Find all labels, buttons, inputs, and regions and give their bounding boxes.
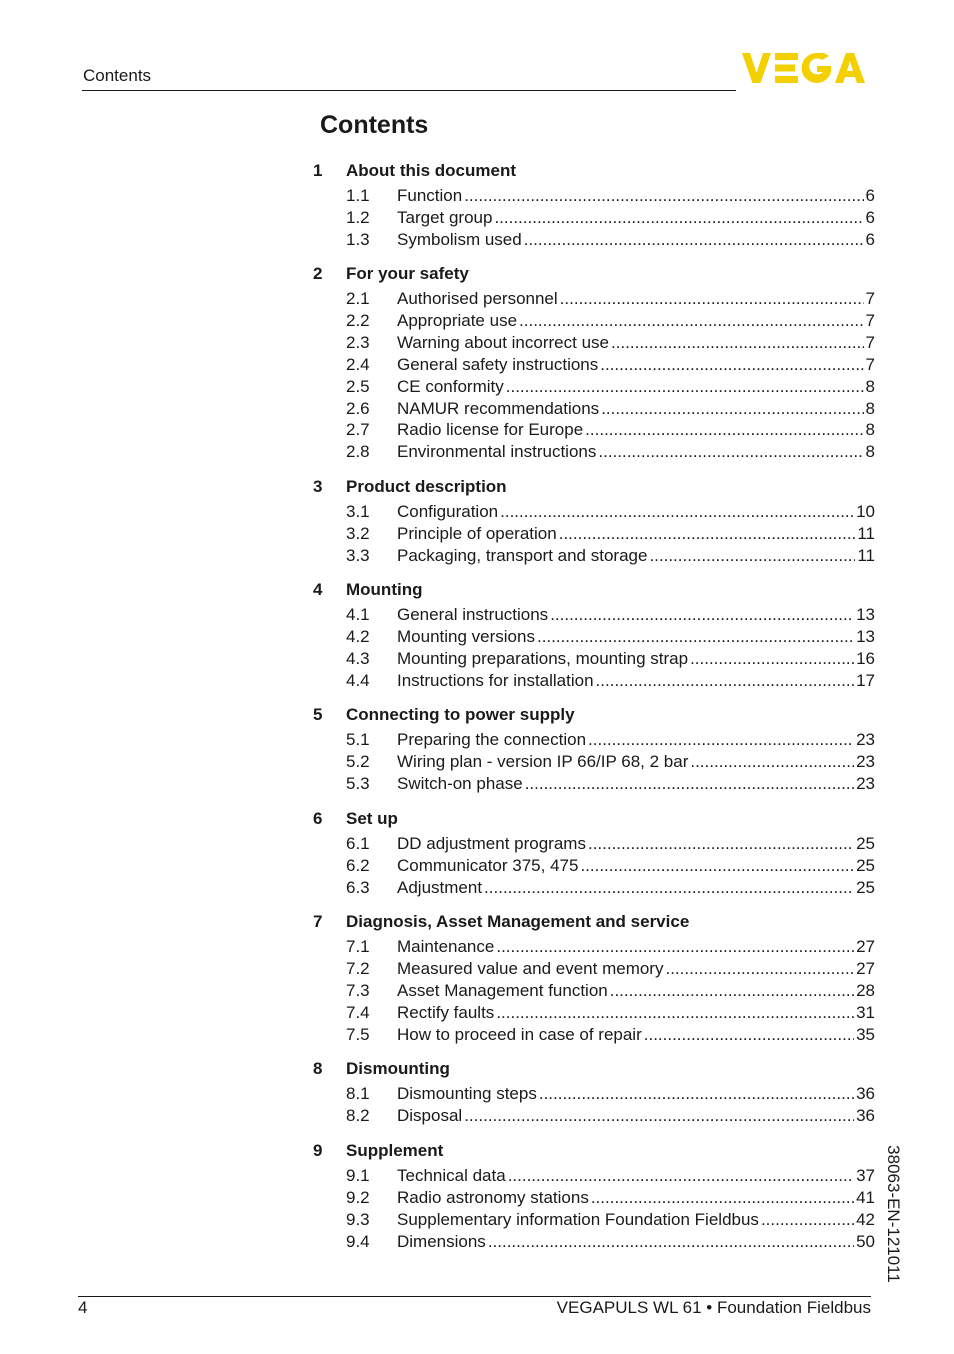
entry-page-number: 23 bbox=[856, 773, 875, 793]
entry-title: Configuration bbox=[397, 502, 499, 521]
toc-entry[interactable] bbox=[346, 729, 875, 751]
toc-entry[interactable] bbox=[346, 545, 875, 567]
dot-leader bbox=[585, 419, 863, 441]
section-heading: Supplement bbox=[346, 1141, 444, 1160]
section-heading: Mounting bbox=[346, 580, 423, 599]
entry-page-number: 37 bbox=[856, 1166, 875, 1185]
entry-title: Dismounting steps bbox=[397, 1084, 537, 1103]
section-heading: Dismounting bbox=[346, 1059, 450, 1078]
toc-entry[interactable] bbox=[346, 501, 875, 523]
dot-leader bbox=[644, 1024, 854, 1046]
entry-page-number: 7 bbox=[865, 354, 875, 374]
entry-number: 5.3 bbox=[346, 773, 370, 793]
entry-title: Instructions for installation bbox=[397, 670, 594, 690]
entry-title: Dimensions bbox=[397, 1231, 486, 1251]
entry-title: Target group bbox=[397, 207, 493, 227]
toc-entry[interactable] bbox=[346, 332, 875, 354]
entry-number: 2.2 bbox=[346, 310, 370, 330]
dot-leader bbox=[550, 604, 854, 626]
entry-number: 5.2 bbox=[346, 751, 370, 771]
section-heading: About this document bbox=[346, 161, 516, 180]
entry-title: Disposal bbox=[397, 1105, 463, 1125]
toc-entry[interactable] bbox=[346, 604, 875, 626]
toc-entry[interactable] bbox=[346, 648, 875, 670]
entry-number: 2.7 bbox=[346, 420, 370, 440]
entry-title: Appropriate use bbox=[397, 310, 518, 330]
entry-number: 6.3 bbox=[346, 877, 370, 897]
section-heading: Diagnosis, Asset Management and service bbox=[346, 912, 690, 931]
entry-title: Mounting preparations, mounting strap bbox=[397, 648, 689, 668]
dot-leader bbox=[494, 207, 863, 229]
dot-leader bbox=[500, 501, 854, 523]
entry-page-number: 7 bbox=[865, 310, 875, 330]
toc-entry[interactable] bbox=[346, 229, 875, 251]
section-heading: For your safety bbox=[346, 264, 469, 283]
toc-entry[interactable] bbox=[346, 1231, 875, 1253]
entry-number: 2.3 bbox=[346, 332, 370, 352]
dot-leader bbox=[506, 376, 864, 398]
entry-title: Function bbox=[397, 186, 463, 205]
entry-number: 2.6 bbox=[346, 398, 370, 418]
entry-page-number: 8 bbox=[865, 376, 875, 396]
entry-title: Supplementary information Foundation Fieldbus bbox=[397, 1209, 759, 1229]
entry-page-number: 6 bbox=[865, 207, 875, 227]
section-number: 2 bbox=[313, 264, 323, 283]
entry-number: 1.2 bbox=[346, 207, 370, 227]
toc-entry[interactable] bbox=[346, 441, 875, 463]
entry-title: Measured value and event memory bbox=[397, 958, 664, 978]
entry-page-number: 10 bbox=[856, 502, 875, 521]
toc-entry[interactable] bbox=[346, 877, 875, 899]
entry-page-number: 13 bbox=[856, 605, 875, 624]
entry-page-number: 8 bbox=[865, 398, 875, 418]
toc-entry[interactable] bbox=[346, 288, 875, 310]
entry-page-number: 13 bbox=[856, 626, 875, 646]
toc-entry[interactable] bbox=[346, 523, 875, 545]
entry-number: 4.4 bbox=[346, 670, 370, 690]
entry-number: 4.2 bbox=[346, 626, 370, 646]
entry-title: Authorised personnel bbox=[397, 289, 558, 308]
footer-product-name: VEGAPULS WL 61 • Foundation Fieldbus bbox=[556, 1298, 871, 1317]
entry-title: Rectify faults bbox=[397, 1002, 495, 1022]
entry-number: 2.8 bbox=[346, 442, 370, 462]
entry-number: 6.1 bbox=[346, 834, 370, 853]
entry-page-number: 23 bbox=[856, 730, 875, 749]
dot-leader bbox=[508, 1165, 854, 1187]
entry-number: 3.3 bbox=[346, 545, 370, 565]
entry-number: 6.2 bbox=[346, 855, 370, 875]
entry-page-number: 42 bbox=[856, 1209, 875, 1229]
entry-number: 2.1 bbox=[346, 289, 370, 308]
entry-title: Maintenance bbox=[397, 937, 495, 956]
toc-entry[interactable] bbox=[346, 626, 875, 648]
dot-leader bbox=[496, 936, 854, 958]
entry-page-number: 7 bbox=[865, 332, 875, 352]
dot-leader bbox=[484, 877, 854, 899]
section-number: 7 bbox=[313, 912, 323, 931]
dot-leader bbox=[560, 288, 864, 310]
entry-title: CE conformity bbox=[397, 376, 504, 396]
entry-page-number: 25 bbox=[856, 855, 875, 875]
entry-number: 9.4 bbox=[346, 1231, 370, 1251]
dot-leader bbox=[690, 751, 854, 773]
entry-title: Radio astronomy stations bbox=[397, 1187, 589, 1207]
section-number: 3 bbox=[313, 477, 323, 496]
dot-leader bbox=[665, 958, 854, 980]
entry-page-number: 27 bbox=[856, 937, 875, 956]
entry-title: Communicator 375, 475 bbox=[397, 855, 579, 875]
entry-page-number: 36 bbox=[856, 1084, 875, 1103]
toc-entry[interactable] bbox=[346, 1024, 875, 1046]
entry-title: Switch-on phase bbox=[397, 773, 523, 793]
entry-page-number: 41 bbox=[856, 1187, 875, 1207]
entry-page-number: 16 bbox=[856, 648, 875, 668]
entry-title: Mounting versions bbox=[397, 626, 535, 646]
dot-leader bbox=[580, 855, 854, 877]
toc-entry[interactable] bbox=[346, 419, 875, 441]
entry-page-number: 7 bbox=[865, 289, 875, 308]
dot-leader bbox=[559, 523, 856, 545]
entry-title: General safety instructions bbox=[397, 354, 599, 374]
entry-page-number: 31 bbox=[856, 1002, 875, 1022]
toc-entry[interactable] bbox=[346, 376, 875, 398]
entry-page-number: 35 bbox=[856, 1024, 875, 1044]
toc-entry[interactable] bbox=[346, 936, 875, 958]
toc-entry[interactable] bbox=[346, 1209, 875, 1231]
dot-leader bbox=[649, 545, 855, 567]
running-header-label: Contents bbox=[83, 66, 152, 85]
entry-title: Wiring plan - version IP 66/IP 68, 2 bar bbox=[397, 751, 689, 771]
entry-number: 7.3 bbox=[346, 980, 370, 1000]
entry-title: How to proceed in case of repair bbox=[397, 1024, 642, 1044]
entry-number: 8.2 bbox=[346, 1105, 370, 1125]
dot-leader bbox=[591, 1187, 854, 1209]
entry-number: 7.2 bbox=[346, 958, 370, 978]
entry-page-number: 25 bbox=[856, 877, 875, 897]
entry-page-number: 8 bbox=[865, 420, 875, 440]
dot-leader bbox=[524, 229, 864, 251]
footer-page-number: 4 bbox=[78, 1298, 88, 1317]
entry-number: 9.2 bbox=[346, 1187, 370, 1207]
dot-leader bbox=[464, 1105, 854, 1127]
entry-page-number: 8 bbox=[865, 442, 875, 462]
section-number: 8 bbox=[313, 1059, 323, 1078]
entry-title: Environmental instructions bbox=[397, 442, 597, 462]
section-number: 5 bbox=[313, 705, 323, 724]
toc-entry[interactable] bbox=[346, 1105, 875, 1127]
entry-page-number: 11 bbox=[857, 523, 875, 543]
entry-number: 7.1 bbox=[346, 937, 370, 956]
entry-number: 9.3 bbox=[346, 1209, 370, 1229]
dot-leader bbox=[598, 441, 863, 463]
dot-leader bbox=[596, 670, 855, 692]
footer-rule bbox=[78, 1296, 871, 1297]
entry-number: 1.1 bbox=[346, 186, 370, 205]
entry-page-number: 36 bbox=[856, 1105, 875, 1125]
dot-leader bbox=[690, 648, 854, 670]
entry-page-number: 17 bbox=[856, 670, 875, 690]
entry-number: 1.3 bbox=[346, 229, 370, 249]
dot-leader bbox=[761, 1209, 854, 1231]
entry-title: Packaging, transport and storage bbox=[397, 545, 648, 565]
entry-page-number: 28 bbox=[856, 980, 875, 1000]
dot-leader bbox=[496, 1002, 854, 1024]
toc-entry[interactable] bbox=[346, 1187, 875, 1209]
entry-number: 7.4 bbox=[346, 1002, 370, 1022]
entry-page-number: 23 bbox=[856, 751, 875, 771]
section-number: 1 bbox=[313, 161, 323, 180]
dot-leader bbox=[525, 773, 854, 795]
entry-title: Principle of operation bbox=[397, 523, 557, 543]
toc-entry[interactable] bbox=[346, 185, 875, 207]
dot-leader bbox=[537, 626, 854, 648]
toc-entry[interactable] bbox=[346, 207, 875, 229]
section-heading: Product description bbox=[346, 477, 507, 496]
entry-page-number: 6 bbox=[865, 229, 875, 249]
toc-entry[interactable] bbox=[346, 1083, 875, 1105]
entry-number: 2.5 bbox=[346, 376, 370, 396]
entry-title: Adjustment bbox=[397, 877, 483, 897]
entry-number: 7.5 bbox=[346, 1024, 370, 1044]
dot-leader bbox=[601, 398, 863, 420]
document-code: 38063-EN-121011 bbox=[884, 1145, 903, 1283]
toc-entry[interactable] bbox=[346, 398, 875, 420]
entry-number: 4.1 bbox=[346, 605, 370, 624]
toc-entry[interactable] bbox=[346, 833, 875, 855]
entry-number: 4.3 bbox=[346, 648, 370, 668]
toc-entry[interactable] bbox=[346, 980, 875, 1002]
toc-entry[interactable] bbox=[346, 751, 875, 773]
dot-leader bbox=[610, 980, 854, 1002]
entry-title: Symbolism used bbox=[397, 229, 522, 249]
dot-leader bbox=[588, 729, 854, 751]
entry-title: Asset Management function bbox=[397, 980, 608, 1000]
entry-number: 3.1 bbox=[346, 502, 370, 521]
dot-leader bbox=[519, 310, 864, 332]
section-number: 9 bbox=[313, 1141, 323, 1160]
dot-leader bbox=[611, 332, 864, 354]
entry-page-number: 11 bbox=[857, 545, 875, 565]
toc-entry[interactable] bbox=[346, 773, 875, 795]
section-heading: Set up bbox=[346, 809, 398, 828]
entry-page-number: 50 bbox=[856, 1231, 875, 1251]
toc-entry[interactable] bbox=[346, 958, 875, 980]
entry-title: General instructions bbox=[397, 605, 549, 624]
dot-leader bbox=[600, 354, 863, 376]
entry-page-number: 25 bbox=[856, 834, 875, 853]
dot-leader bbox=[588, 833, 854, 855]
entry-page-number: 6 bbox=[865, 186, 875, 205]
toc-entry[interactable] bbox=[346, 1002, 875, 1024]
entry-number: 5.1 bbox=[346, 730, 370, 749]
toc-entry[interactable] bbox=[346, 354, 875, 376]
entry-number: 9.1 bbox=[346, 1166, 370, 1185]
entry-title: Technical data bbox=[397, 1166, 506, 1185]
section-number: 4 bbox=[313, 580, 323, 599]
entry-page-number: 27 bbox=[856, 958, 875, 978]
entry-title: DD adjustment programs bbox=[397, 834, 586, 853]
section-heading: Connecting to power supply bbox=[346, 705, 575, 724]
entry-number: 2.4 bbox=[346, 354, 370, 374]
toc-entry[interactable] bbox=[346, 670, 875, 692]
entry-title: NAMUR recommendations bbox=[397, 398, 600, 418]
dot-leader bbox=[488, 1231, 854, 1253]
toc-entry[interactable] bbox=[346, 1165, 875, 1187]
entry-number: 8.1 bbox=[346, 1084, 370, 1103]
toc-entry[interactable] bbox=[346, 855, 875, 877]
toc-entry[interactable] bbox=[346, 310, 875, 332]
entry-title: Warning about incorrect use bbox=[397, 332, 609, 352]
section-number: 6 bbox=[313, 809, 323, 828]
dot-leader bbox=[464, 185, 863, 207]
page-title: Contents bbox=[320, 111, 429, 139]
entry-title: Radio license for Europe bbox=[397, 420, 584, 440]
entry-title: Preparing the connection bbox=[397, 730, 587, 749]
dot-leader bbox=[539, 1083, 854, 1105]
entry-number: 3.2 bbox=[346, 523, 370, 543]
